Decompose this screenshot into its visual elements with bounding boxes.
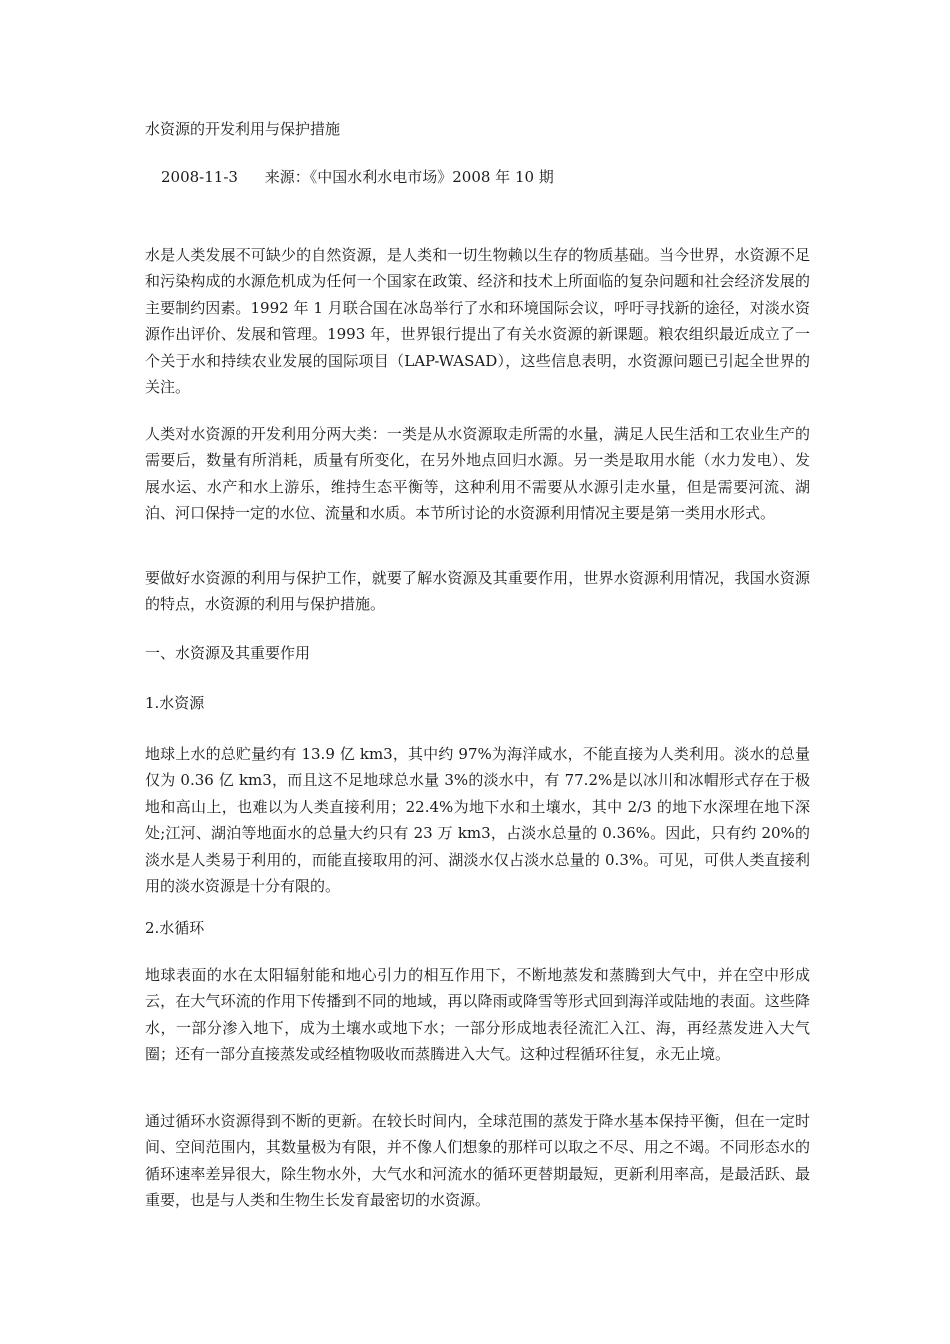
paragraph-intro: 水是人类发展不可缺少的自然资源，是人类和一切生物赖以生存的物质基础。当今世界，水资源不足和污染构成的水源危机成为任何一个国家在政策、经济和技术上所面临的复杂问题和社会经济发展的主要制约因素。1992 年 1 月联合国在冰岛举行了水和环境国际会议，呼吁寻找新的途径，对淡水资源作出评价、发展和管理。1993 年，世界银行提出了有关水资源的新课题。粮农组织最近成立了一个关于水和持续农业发展的国际项目（LAP-WASAD），这些信息表明，水资源问题已引起全世界的关注。 xyxy=(145,246,810,397)
paragraph-water-resources: 地球上水的总贮量约有 13.9 亿 km3，其中约 97%为海洋咸水，不能直接为人类利用。淡水的总量仅为 0.36 亿 km3，而且这不足地球总水量 3%的淡水中，有 77.2%是以冰川和冰帽形式存在于极地和高山上，也难以为人类直接利用；22.4%为地下水和土壤水，其中 2/3 的地下水深埋在地下深处;江河、湖泊等地面水的总量大约只有 23 万 km3，占淡水总量的 0.36%。因此，只有约 20%的淡水是人类易于利用的，而能直接取用的河、湖淡水仅占淡水总量的 0.3%。可见，可供人类直接利用的淡水资源是十分有限的。 xyxy=(145,745,810,896)
paragraph-overview: 要做好水资源的利用与保护工作，就要了解水资源及其重要作用，世界水资源利用情况，我国水资源的特点，水资源的利用与保护措施。 xyxy=(145,569,810,614)
publish-date: 2008-11-3 xyxy=(161,168,238,186)
paragraph-water-cycle: 地球表面的水在太阳辐射能和地心引力的相互作用下，不断地蒸发和蒸腾到大气中，并在空中形成云，在大气环流的作用下传播到不同的地域，再以降雨或降雪等形式回到海洋或陆地的表面。这些降水，一部分渗入地下，成为土壤水或地下水；一部分形成地表径流汇入江、海，再经蒸发进入大气圈；还有一部分直接蒸发或经植物吸收而蒸腾进入大气。这种过程循环往复，永无止境。 xyxy=(145,966,810,1064)
subsection-heading-water-resources: 1.水资源 xyxy=(145,694,205,712)
subsection-heading-water-cycle: 2.水循环 xyxy=(145,919,205,937)
paragraph-renewal: 通过循环水资源得到不断的更新。在较长时间内，全球范围的蒸发于降水基本保持平衡，但在一定时间、空间范围内，其数量极为有限，并不像人们想象的那样可以取之不尽、用之不竭。不同形态水的循环速率差异很大，除生物水外，大气水和河流水的循环更替期最短，更新利用率高，是最活跃、最重要，也是与人类和生物生长发育最密切的水资源。 xyxy=(145,1112,810,1210)
paragraph-two-kinds: 人类对水资源的开发利用分两大类：一类是从水资源取走所需的水量，满足人民生活和工农业生产的需要后，数量有所消耗，质量有所变化，在另外地点回归水源。另一类是取用水能（水力发电）、发展水运、水产和水上游乐，维持生态平衡等，这种利用不需要从水源引走水量，但是需要河流、湖泊、河口保持一定的水位、流量和水质。本节所讨论的水资源利用情况主要是第一类用水形式。 xyxy=(145,425,810,523)
section-heading-1: 一、水资源及其重要作用 xyxy=(145,644,311,662)
article-title: 水资源的开发利用与保护措施 xyxy=(145,120,341,138)
article-meta xyxy=(161,166,554,188)
article-source: 来源：《中国水利水电市场》2008 年 10 期 xyxy=(264,168,554,186)
